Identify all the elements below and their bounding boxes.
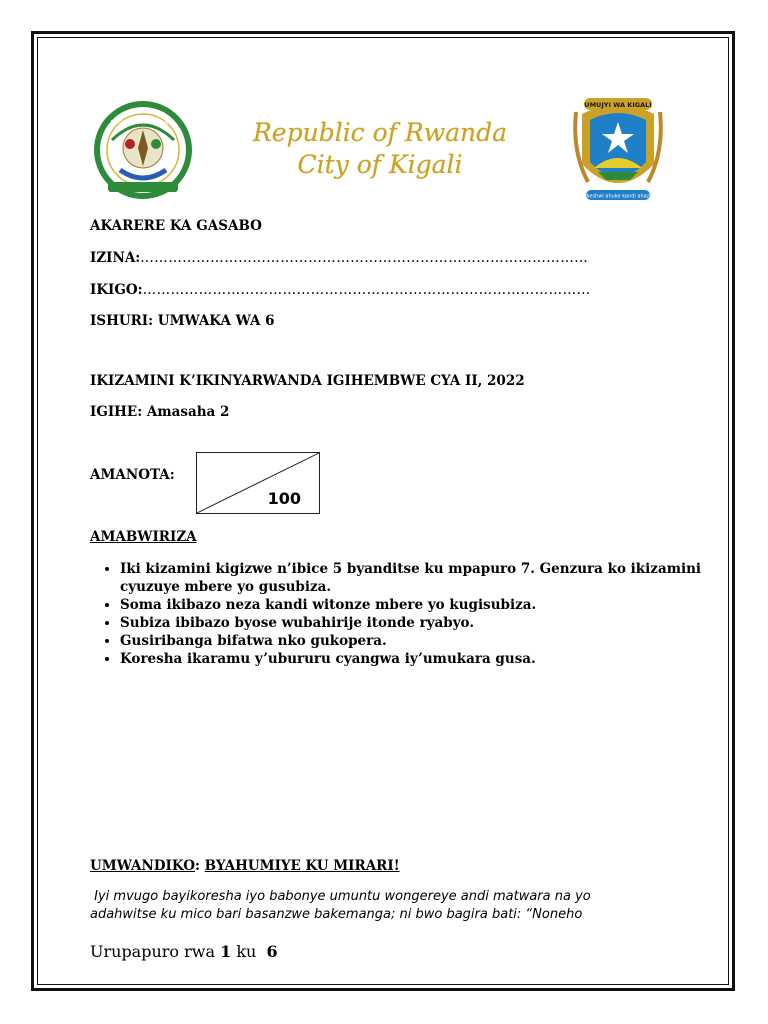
instruction-item: • Iki kizamini kigizwe n’ibice 5 byanditse ku mpapuro 7. Genzura ko ikizamini cyuzuye mbere yo gusubiza. xyxy=(120,560,710,596)
class-label: ISHURI: UMWAKA WA 6 xyxy=(90,313,275,329)
district-name: AKARERE KA GASABO xyxy=(90,218,262,234)
instructions-list xyxy=(96,560,710,668)
title-city: City of Kigali xyxy=(297,150,463,179)
exam-title: IKIZAMINI K’IKINYARWANDA IGIHEMBWE CYA II, 2022 xyxy=(90,373,525,389)
instruction-item: • Gusiribanga bifatwa nko gukopera. xyxy=(120,632,710,650)
passage-line: adahwitse ku mico bari basanzwe bakemanga; ni bwo bagira bati: “Noneho xyxy=(90,907,583,922)
name-label: IZINA: xyxy=(90,250,141,266)
footer-page: 1 xyxy=(220,942,232,961)
footer-prefix: Urupapuro rwa xyxy=(90,942,221,961)
title-republic: Republic of Rwanda xyxy=(252,118,508,147)
footer-middle: ku xyxy=(231,942,267,961)
name-line: …………………………………………………………………………………… xyxy=(140,250,589,266)
name-field xyxy=(90,250,588,266)
instructions-heading: AMABWIRIZA xyxy=(90,529,197,545)
section-title: BYAHUMIYE KU MIRARI! xyxy=(204,858,400,874)
marks-label: AMANOTA: xyxy=(90,467,175,483)
passage-line: Iyi mvugo bayikoresha iyo babonye umuntu wongereye andi matwara na yo xyxy=(90,889,591,904)
exam-time: IGIHE: Amasaha 2 xyxy=(90,404,230,420)
school-line: …………………………………………………………………………………… xyxy=(142,282,591,298)
section-heading xyxy=(90,858,400,874)
section-label: UMWANDIKO xyxy=(90,858,195,874)
school-label: IKIGO: xyxy=(90,282,143,298)
left-emblem-text: REPUBULIKA Y'U RWANDA xyxy=(110,120,176,126)
right-emblem-text: UMUJYI WA KIGALI xyxy=(584,101,652,109)
passage-text xyxy=(90,888,690,924)
city-of-kigali-emblem-icon xyxy=(568,92,668,206)
marks-total: 100 xyxy=(267,489,301,508)
school-field xyxy=(90,282,591,298)
page-number-footer xyxy=(90,942,278,961)
marks-box xyxy=(196,452,320,514)
rwanda-coat-of-arms-icon xyxy=(90,100,196,204)
instruction-item: • Subiza ibibazo byose wubahirije itonde ryabyo. xyxy=(120,614,710,632)
footer-total: 6 xyxy=(266,942,278,961)
section-separator: : xyxy=(194,858,200,874)
instruction-item: • Koresha ikaramu y’ubururu cyangwa iy’umukara gusa. xyxy=(120,650,710,668)
instruction-item: • Soma ikibazo neza kandi witonze mbere yo kugisubiza. xyxy=(120,596,710,614)
right-emblem-motto: Ikeshwi ahuke kandi ahazi xyxy=(585,193,651,200)
